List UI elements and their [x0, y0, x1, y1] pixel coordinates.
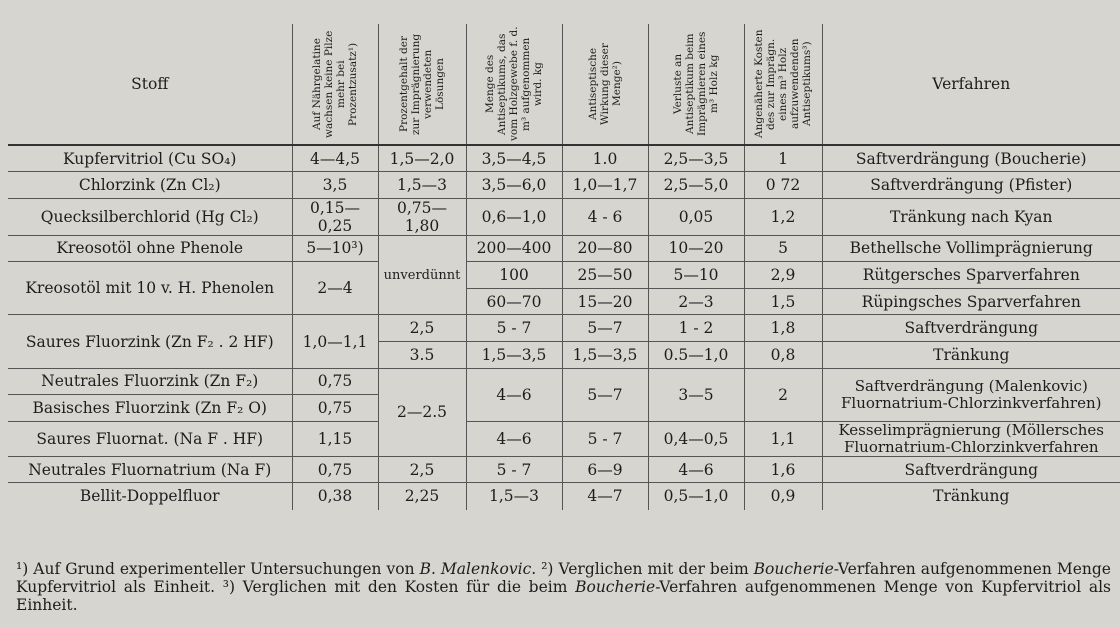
cell: 100	[466, 262, 562, 289]
footnote-2-name: Boucherie	[753, 560, 834, 578]
cell-stoff: Neutrales Fluornatrium (Na F)	[8, 456, 292, 483]
cell: 0,9	[744, 483, 822, 510]
table-row	[8, 145, 1120, 172]
table-row	[8, 235, 1120, 262]
cell: 0,4—0,5	[648, 421, 744, 456]
cell: 3—5	[648, 368, 744, 421]
cell: 4—6	[466, 421, 562, 456]
cell: 4—6	[648, 456, 744, 483]
cell-stoff: Saures Fluorzink (Zn F₂ . 2 HF)	[8, 315, 292, 368]
cell: 1,0—1,7	[562, 172, 648, 199]
cell-stoff: Quecksilberchlorid (Hg Cl₂)	[8, 198, 292, 235]
cell: 4 - 6	[562, 198, 648, 235]
cell: 2—3	[648, 288, 744, 315]
verfahren-line1: Kesselimprägnierung (Möllersches	[838, 421, 1104, 439]
header-col4: Menge des Antiseptikums, das vom Holzgewebe f. d. m³ aufgenommen wird. kg	[466, 24, 562, 145]
cell: 20—80	[562, 235, 648, 262]
cell: 0,8	[744, 342, 822, 369]
cell: 15—20	[562, 288, 648, 315]
cell-unverduennt: unverdünnt	[378, 235, 466, 315]
cell: 1,5—3	[378, 172, 466, 199]
cell: 1.0	[562, 145, 648, 172]
table-row	[8, 315, 1120, 342]
cell: 5—10	[648, 262, 744, 289]
cell: 1,15	[292, 421, 378, 456]
table-row	[8, 172, 1120, 199]
cell: 5—7	[562, 368, 648, 421]
cell: 1,5	[744, 288, 822, 315]
cell: 1,5—3,5	[562, 342, 648, 369]
table-row	[8, 262, 1120, 289]
cell: 10—20	[648, 235, 744, 262]
cell: 4—7	[562, 483, 648, 510]
footnote-2: . ²) Verglichen mit der beim	[531, 560, 754, 578]
footnote-3-rest: -Verfahren aufgenommenen Menge von Kupfervitriol als Einheit.	[16, 578, 1111, 614]
table-row	[8, 198, 1120, 235]
cell: 2,5	[378, 456, 466, 483]
cell: 2—2.5	[378, 368, 466, 456]
header-stoff: Stoff	[8, 24, 292, 145]
cell: 0.5—1,0	[648, 342, 744, 369]
cell-verfahren: Tränkung	[822, 483, 1120, 510]
cell: 3,5—6,0	[466, 172, 562, 199]
cell-verfahren: Saftverdrängung	[822, 456, 1120, 483]
cell: 5 - 7	[562, 421, 648, 456]
header-verfahren: Verfahren	[822, 24, 1120, 145]
cell-verfahren: Tränkung	[822, 342, 1120, 369]
cell: 2	[744, 368, 822, 421]
cell: 0 72	[744, 172, 822, 199]
cell-verfahren: Tränkung nach Kyan	[822, 198, 1120, 235]
cell: 0,6—1,0	[466, 198, 562, 235]
table-row	[8, 483, 1120, 510]
cell: 1,5—3,5	[466, 342, 562, 369]
cell: 4—6	[466, 368, 562, 421]
cell: 2,25	[378, 483, 466, 510]
cell-stoff: Kreosotöl ohne Phenole	[8, 235, 292, 262]
cell-verfahren	[822, 368, 1120, 421]
cell: 0,75	[292, 395, 378, 422]
table-row	[8, 456, 1120, 483]
cell-stoff: Kreosotöl mit 10 v. H. Phenolen	[8, 262, 292, 315]
cell: 0,75—1,80	[378, 198, 466, 235]
cell: 0,5—1,0	[648, 483, 744, 510]
cell: 200—400	[466, 235, 562, 262]
cell-stoff: Neutrales Fluorzink (Zn F₂)	[8, 368, 292, 395]
footnotes	[16, 560, 1111, 614]
verfahren-line1: Saftverdrängung (Malenkovic)	[854, 376, 1088, 395]
cell: 1,2	[744, 198, 822, 235]
cell-verfahren: Saftverdrängung	[822, 315, 1120, 342]
cell-verfahren	[822, 421, 1120, 456]
cell-stoff: Basisches Fluorzink (Zn F₂ O)	[8, 395, 292, 422]
header-row	[8, 24, 1120, 145]
cell: 0,15—0,25	[292, 198, 378, 235]
footnote-text	[16, 560, 1111, 614]
footnote-1-author: B. Malenkovic	[419, 560, 532, 578]
footnote-1: ¹) Auf Grund experimenteller Untersuchungen von	[16, 560, 420, 578]
cell-stoff: Chlorzink (Zn Cl₂)	[8, 172, 292, 199]
cell-verfahren: Rüpingsches Sparverfahren	[822, 288, 1120, 315]
cell: 1,6	[744, 456, 822, 483]
cell: 1,0—1,1	[292, 315, 378, 368]
cell: 0,38	[292, 483, 378, 510]
cell: 25—50	[562, 262, 648, 289]
cell: 3,5	[292, 172, 378, 199]
header-col2: Auf Nährgelatine wachsen keine Pilze mehr bei Prozentzusatz¹)	[292, 24, 378, 145]
cell: 5	[744, 235, 822, 262]
cell-verfahren: Saftverdrängung (Boucherie)	[822, 145, 1120, 172]
cell: 1,5—2,0	[378, 145, 466, 172]
cell-verfahren: Saftverdrängung (Pfister)	[822, 172, 1120, 199]
cell: 2,5	[378, 315, 466, 342]
header-col5: Antiseptische Wirkung dieser Menge²)	[562, 24, 648, 145]
footnote-3-name: Boucherie	[575, 578, 656, 596]
cell: 2,9	[744, 262, 822, 289]
verfahren-line2: Fluornatrium-Chlorzinkverfahren)	[841, 393, 1102, 412]
cell-stoff: Bellit-Doppelfluor	[8, 483, 292, 510]
cell: 4—4,5	[292, 145, 378, 172]
footnote-2-rest: -Verfahren aufgenommenen Menge Kupfervitriol als Einheit. ³) Verglichen mit den Kosten für die beim	[16, 560, 1111, 596]
cell-verfahren: Bethellsche Vollimprägnierung	[822, 235, 1120, 262]
cell-verfahren: Rütgersches Sparverfahren	[822, 262, 1120, 289]
cell-stoff: Saures Fluornat. (Na F . HF)	[8, 421, 292, 456]
verfahren-line2: Fluornatrium-Chlorzinkverfahren	[843, 437, 1099, 456]
cell: 0,75	[292, 368, 378, 395]
cell-stoff: Kupfervitriol (Cu SO₄)	[8, 145, 292, 172]
cell: 5 - 7	[466, 456, 562, 483]
cell: 3,5—4,5	[466, 145, 562, 172]
cell: 2,5—3,5	[648, 145, 744, 172]
header-col6: Verluste an Antiseptikum beim Imprägnieren eines m³ Holz kg	[648, 24, 744, 145]
header-col3: Prozentgehalt der zur Imprägnierung verwendeten Lösungen	[378, 24, 466, 145]
cell: 3.5	[378, 342, 466, 369]
impregnation-table	[8, 24, 1120, 510]
table-row	[8, 368, 1120, 395]
cell: 1,5—3	[466, 483, 562, 510]
cell: 5—7	[562, 315, 648, 342]
cell: 6—9	[562, 456, 648, 483]
header-col7: Angenäherte Kosten des zur Imprägn. eines m³ Holz aufzuwendenden Antiseptikums³)	[744, 24, 822, 145]
cell: 2—4	[292, 262, 378, 315]
cell: 1,1	[744, 421, 822, 456]
cell: 5—10³)	[292, 235, 378, 262]
table-row	[8, 421, 1120, 456]
cell: 0,75	[292, 456, 378, 483]
cell: 0,05	[648, 198, 744, 235]
cell: 5 - 7	[466, 315, 562, 342]
cell: 60—70	[466, 288, 562, 315]
cell: 1	[744, 145, 822, 172]
cell: 1,8	[744, 315, 822, 342]
cell: 1 - 2	[648, 315, 744, 342]
cell: 2,5—5,0	[648, 172, 744, 199]
